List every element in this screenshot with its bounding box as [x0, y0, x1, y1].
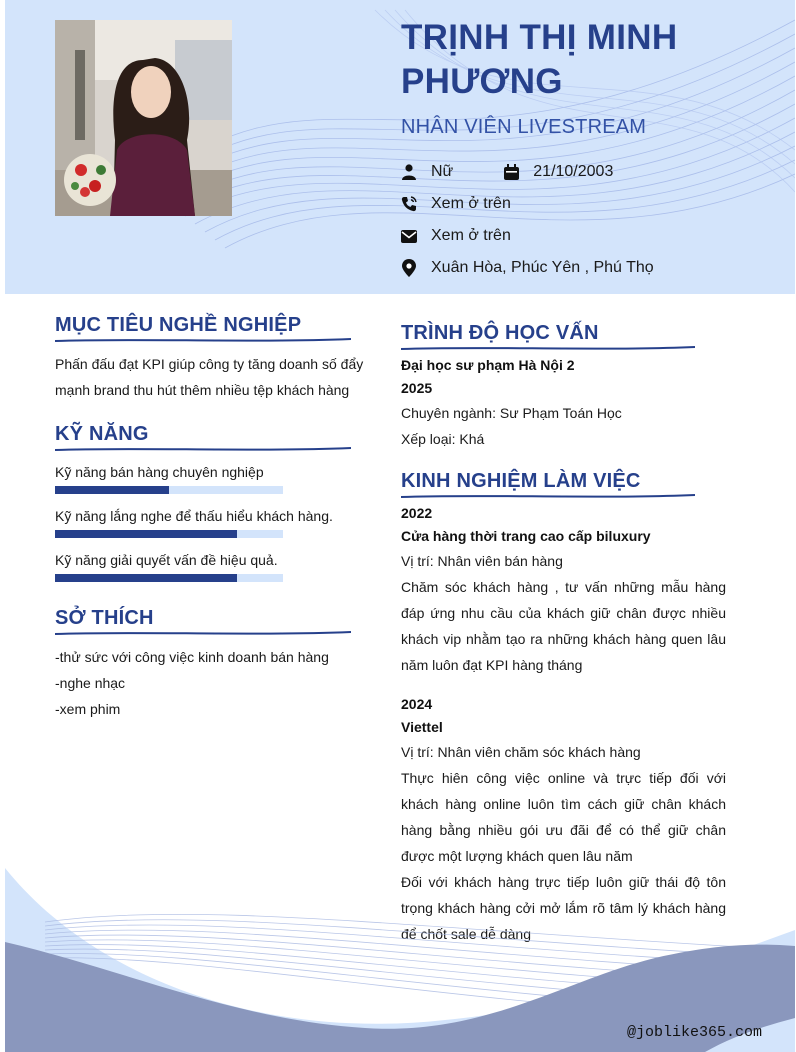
education-heading: TRÌNH ĐỘ HỌC VẤN [401, 322, 599, 344]
skill-bar-fill [55, 574, 237, 582]
phone-value: Xem ở trên [431, 195, 511, 212]
job-year: 2024 [401, 696, 433, 712]
job-title: NHÂN VIÊN LIVESTREAM [401, 116, 647, 138]
info-row-address [401, 256, 654, 280]
experience-heading: KINH NGHIỆM LÀM VIỆC [401, 470, 641, 492]
experience-underline [401, 492, 695, 500]
hobbies-heading: SỞ THÍCH [55, 607, 154, 629]
skill-label: Kỹ năng lắng nghe để thấu hiểu khách hàng. [55, 508, 333, 524]
job-description: Chăm sóc khách hàng , tư vấn những mẫu hàng đáp ứng nhu cầu của khách giữ chân được nhiều khách vip nhằm tạo ra những khách hàng quen lâu năm luôn đạt KPI hàng tháng [401, 579, 726, 673]
education-grade: Xếp loại: Khá [401, 431, 485, 447]
education-major: Chuyên ngành: Sư Phạm Toán Học [401, 405, 622, 421]
skill-label: Kỹ năng bán hàng chuyên nghiệp [55, 464, 264, 480]
user-icon [401, 163, 417, 181]
education-year: 2025 [401, 380, 433, 396]
envelope-icon [401, 227, 417, 245]
gender-item [401, 163, 453, 181]
job-year: 2022 [401, 505, 433, 521]
skill-bar-fill [55, 486, 169, 494]
skill-bar-track [55, 574, 283, 582]
resume-page [5, 0, 795, 1052]
job-position: Vị trí: Nhân viên bán hàng [401, 553, 563, 569]
job-company: Viettel [401, 719, 443, 735]
skill-bar-track [55, 486, 283, 494]
skills-heading: KỸ NĂNG [55, 423, 149, 445]
info-row-phone [401, 192, 511, 216]
job-description: Thực hiên công việc online và trực tiếp đối với khách hàng online luôn tìm cách giữ chân khách hàng bằng nhiều gói ưu đãi để có thể giữ chân được một lượng khách quen lâu năm [401, 770, 726, 864]
education-school: Đại học sư phạm Hà Nội 2 [401, 357, 575, 373]
job-company: Cửa hàng thời trang cao cấp biluxury [401, 528, 651, 544]
info-row-email [401, 224, 511, 248]
education-underline [401, 344, 695, 352]
objective-underline [55, 336, 351, 344]
info-row-personal [401, 160, 613, 184]
birthdate-item [503, 163, 613, 181]
profile-photo [55, 20, 232, 216]
hobbies-underline [55, 629, 351, 637]
address-value: Xuân Hòa, Phúc Yên , Phú Thọ [431, 259, 654, 276]
skills-underline [55, 445, 351, 453]
objective-text: Phấn đấu đạt KPI giúp công ty tăng doanh số đẩy mạnh brand thu hút thêm nhiều tệp khách hàng [55, 356, 364, 398]
job-position: Vị trí: Nhân viên chăm sóc khách hàng [401, 744, 641, 760]
calendar-icon [503, 163, 519, 181]
header-band [5, 0, 795, 294]
map-pin-icon [401, 259, 417, 277]
watermark-text: @joblike365.com [627, 1024, 763, 1041]
hobby-item: -thử sức với công việc kinh doanh bán hàng [55, 649, 329, 665]
hobby-item: -xem phim [55, 701, 121, 717]
objective-heading: MỤC TIÊU NGHỀ NGHIỆP [55, 314, 302, 336]
skill-label: Kỹ năng giải quyết vấn đề hiệu quả. [55, 552, 278, 568]
email-value: Xem ở trên [431, 227, 511, 244]
candidate-name: TRỊNH THỊ MINH PHƯƠNG [401, 18, 678, 101]
phone-icon [401, 195, 417, 213]
birthdate-value: 21/10/2003 [533, 163, 614, 180]
skill-bar-track [55, 530, 283, 538]
gender-value: Nữ [431, 163, 454, 180]
skill-bar-fill [55, 530, 237, 538]
job-description: Đối với khách hàng trực tiếp luôn giữ thái độ tôn trọng khách hàng cởi mở lắm rõ tâm lý khách hàng để chốt sale dễ dàng [401, 874, 726, 942]
hobby-item: -nghe nhạc [55, 675, 126, 691]
